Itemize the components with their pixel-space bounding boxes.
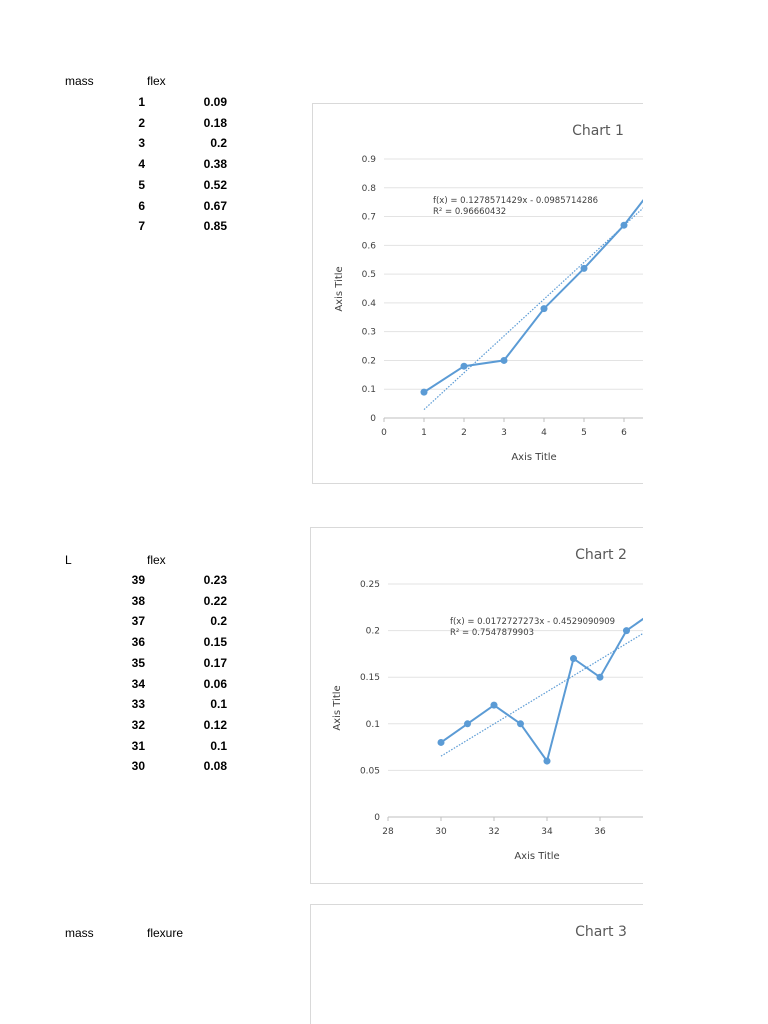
table-2-cell-col1: 34 xyxy=(131,676,145,691)
chart-1-x-tick-label: 3 xyxy=(501,428,507,438)
chart-1-x-tick-label: 4 xyxy=(541,428,547,438)
chart-1-x-tick-label: 5 xyxy=(581,428,587,438)
chart-2-data-point xyxy=(597,674,604,681)
table-1-header-2: flex xyxy=(147,74,166,88)
table-2-cell-col2: 0.23 xyxy=(203,573,227,587)
table-1-cell-col1: 7 xyxy=(138,219,145,234)
chart-2 xyxy=(311,528,643,883)
table-2-cell-col1: 36 xyxy=(131,635,145,650)
chart-3 xyxy=(311,905,643,1024)
chart-1-y-tick-label: 0 xyxy=(370,414,376,424)
table-3-header-2: flexure xyxy=(147,926,184,940)
chart-1-data-point xyxy=(421,389,428,396)
table-1-cell-col1: 5 xyxy=(138,177,145,192)
chart-1-y-tick-label: 0.7 xyxy=(361,212,376,223)
chart-1-equation-label: R² = 0.96660432 xyxy=(433,207,507,217)
chart-1-x-axis-title: Axis Title xyxy=(511,452,557,463)
chart-2-y-tick-label: 0.25 xyxy=(359,580,380,590)
table-1-cell-col2: 0.2 xyxy=(210,136,227,151)
chart-1-y-tick-label: 0.3 xyxy=(361,327,376,338)
chart-2-data-point xyxy=(544,758,551,765)
chart-2-y-tick-label: 0.2 xyxy=(365,626,380,637)
chart-2-data-point xyxy=(438,739,445,746)
table-2-cell-col2: 0.1 xyxy=(210,738,227,753)
table-2-cell-col1: 39 xyxy=(131,573,145,587)
table-2-cell-col2: 0.17 xyxy=(203,655,227,670)
chart-2-x-tick-label: 36 xyxy=(594,827,606,837)
chart-2-x-tick-label: 30 xyxy=(435,827,447,837)
chart-3-title: Chart 3 xyxy=(575,924,627,940)
table-2-cell-col2: 0.2 xyxy=(210,614,227,629)
chart-2-x-axis-title: Axis Title xyxy=(514,851,560,862)
chart-2-equation-label: R² = 0.7547879903 xyxy=(450,628,535,638)
chart-1-x-tick-label: 2 xyxy=(461,428,467,438)
table-2-cell-col1: 37 xyxy=(131,614,145,629)
table-2-cell-col1: 33 xyxy=(131,697,145,712)
chart-1-data-point xyxy=(621,222,628,229)
chart-1-data-point xyxy=(581,265,588,272)
table-2-cell-col2: 0.08 xyxy=(203,759,227,774)
chart-1-y-tick-label: 0.1 xyxy=(361,385,376,396)
table-1-cell-col2: 0.18 xyxy=(203,115,227,130)
table-2-cell-col1: 31 xyxy=(131,738,145,753)
chart-2-data-point xyxy=(517,720,524,727)
chart-1-y-axis-title: Axis Title xyxy=(334,266,345,312)
chart-2-y-tick-label: 0.15 xyxy=(359,673,380,684)
chart-1-data-point xyxy=(501,357,508,364)
chart-2-equation-label: f(x) = 0.0172727273x - 0.4529090909 xyxy=(450,617,616,627)
table-2-header-1: L xyxy=(65,553,72,567)
chart-3-frame xyxy=(310,904,643,1024)
chart-1-data-point xyxy=(461,363,468,370)
table-2-cell-col2: 0.06 xyxy=(203,676,227,691)
chart-2-y-tick-label: 0 xyxy=(374,813,380,823)
table-2-header-2: flex xyxy=(147,553,166,567)
chart-2-x-tick-label: 34 xyxy=(541,827,553,837)
table-1-cell-col1: 3 xyxy=(138,136,145,151)
chart-2-data-point xyxy=(491,702,498,709)
table-2-cell-col1: 32 xyxy=(131,717,145,732)
table-1-cell-col1: 4 xyxy=(138,157,145,172)
chart-1-y-tick-label: 0.4 xyxy=(361,298,376,309)
chart-1-y-tick-label: 0.2 xyxy=(361,356,376,367)
chart-1-title: Chart 1 xyxy=(572,123,624,139)
chart-1-data-point xyxy=(541,305,548,312)
chart-2-y-axis-title: Axis Title xyxy=(332,685,343,731)
table-2-cell-col2: 0.1 xyxy=(210,697,227,712)
table-2-cell-col1: 38 xyxy=(131,593,145,608)
table-1-cell-col1: 1 xyxy=(138,95,145,109)
table-1-cell-col2: 0.85 xyxy=(203,219,227,234)
chart-1-equation-label: f(x) = 0.1278571429x - 0.0985714286 xyxy=(433,196,599,206)
table-2-cell-col2: 0.15 xyxy=(203,635,227,650)
chart-1-frame xyxy=(312,103,643,484)
table-1-cell-col1: 2 xyxy=(138,115,145,130)
chart-1 xyxy=(313,104,643,483)
table-3-header-1: mass xyxy=(65,926,94,940)
chart-2-y-tick-label: 0.1 xyxy=(365,719,380,730)
table-2-cell-col2: 0.12 xyxy=(203,717,227,732)
chart-2-data-point xyxy=(623,627,630,634)
chart-2-frame xyxy=(310,527,643,884)
chart-1-y-tick-label: 0.8 xyxy=(361,183,376,194)
chart-1-y-tick-label: 0.9 xyxy=(361,155,376,165)
table-1-header-1: mass xyxy=(65,74,94,88)
chart-2-data-point xyxy=(570,655,577,662)
chart-1-x-tick-label: 0 xyxy=(381,428,387,438)
chart-2-data-point xyxy=(464,720,471,727)
table-1-cell-col1: 6 xyxy=(138,198,145,213)
chart-1-x-tick-label: 6 xyxy=(621,428,627,438)
table-1-cell-col2: 0.09 xyxy=(203,95,227,109)
chart-2-x-tick-label: 32 xyxy=(488,827,500,837)
chart-2-y-tick-label: 0.05 xyxy=(359,766,380,777)
table-1-cell-col2: 0.52 xyxy=(203,177,227,192)
table-2-cell-col2: 0.22 xyxy=(203,593,227,608)
table-2-cell-col1: 30 xyxy=(131,759,145,774)
chart-1-y-tick-label: 0.6 xyxy=(361,241,376,252)
table-2-cell-col1: 35 xyxy=(131,655,145,670)
chart-1-x-tick-label: 1 xyxy=(421,428,427,438)
table-1-cell-col2: 0.38 xyxy=(203,157,227,172)
chart-2-x-tick-label: 28 xyxy=(382,827,394,837)
table-1-cell-col2: 0.67 xyxy=(203,198,227,213)
chart-1-y-tick-label: 0.5 xyxy=(361,270,376,281)
chart-2-title: Chart 2 xyxy=(575,547,627,563)
